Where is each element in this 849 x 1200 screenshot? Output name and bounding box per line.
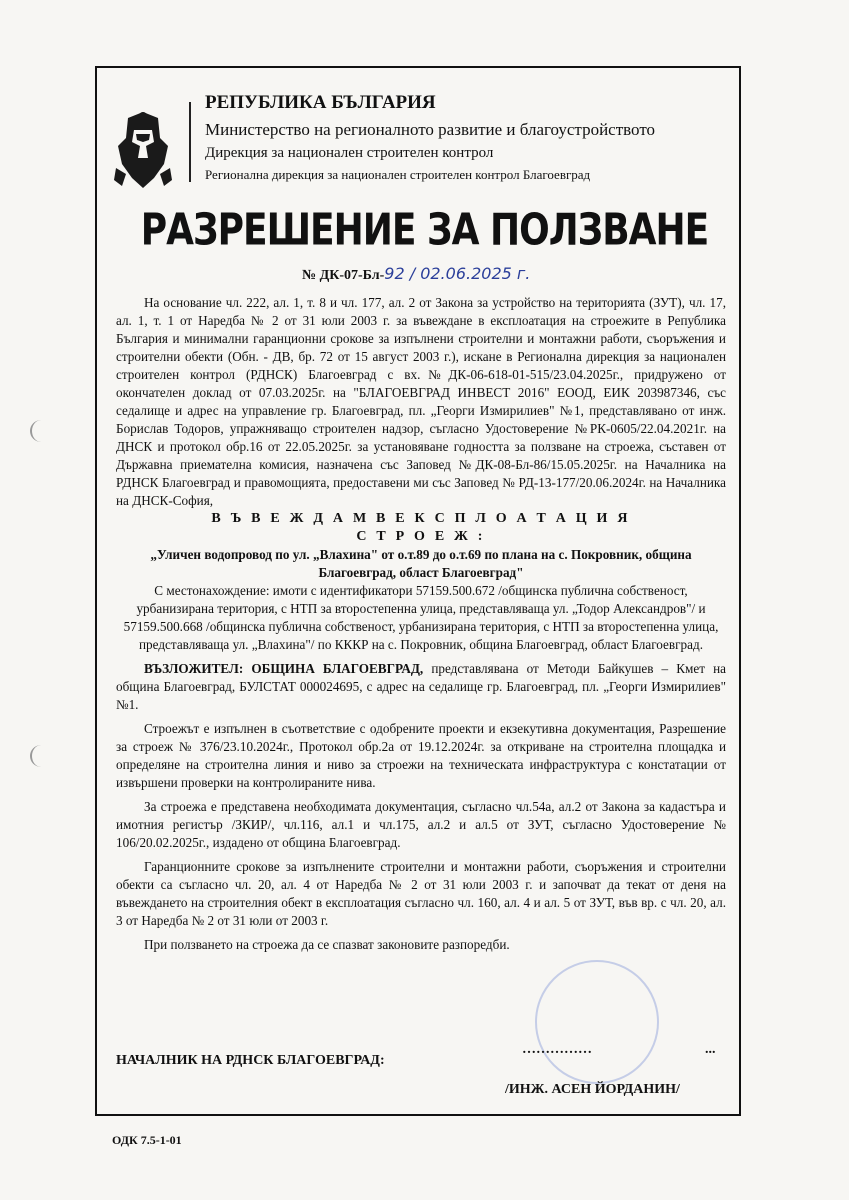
official-stamp <box>535 960 659 1084</box>
signatory-name: /ИНЖ. АСЕН ЙОРДАНИН/ <box>505 1082 680 1097</box>
location-paragraph: С местонахождение: имоти с идентификатори 57159.500.672 /общинска публична собственост, урбанизирана територия, с НТП за второстепенна улица, представляваща ул. „Тодор Александров"/ и 57159.500.668 /общинска публична собственост, урбанизирана територия, с НТП за второстепенна улица, представляваща ул. „Влахина"/ по КККР на с. Покровник, община Благоевград, област Благоевград. <box>123 583 719 652</box>
document-title: РАЗРЕШЕНИЕ ЗА ПОЛЗВАНЕ <box>140 206 709 256</box>
header-directorate: Дирекция за национален строителен контрол <box>205 145 494 161</box>
execution-paragraph: Строежът е изпълнен в съответствие с одобрените проекти и екзекутивна документация, Разрешение за строеж № 376/23.10.2024г., Протокол обр.2а от 19.12.2024г. за откриване на строителна площадка и определяне на строителна линия и ниво за строежи на техническата инфраструктура с констатации от извършени проверки на контролираните нива. <box>116 721 726 790</box>
assignor-text: представлявана от Методи Байкушев – Кмет на община Благоевград, БУЛСТАТ 000024695, с адрес на седалище гр. Благоевград, пл. „Георги Измирилиев" №1. <box>116 661 726 712</box>
form-code: ОДК 7.5-1-01 <box>112 1133 182 1147</box>
header-regional-directorate: Регионална дирекция за национален строителен контрол Благоевград <box>205 167 591 182</box>
coat-of-arms-icon <box>108 108 178 194</box>
signatory-role: НАЧАЛНИК НА РДНСК БЛАГОЕВГРАД: <box>116 1053 385 1068</box>
document-number <box>302 264 530 284</box>
signature-line-end: ... <box>705 1042 716 1057</box>
signature-line: …………… <box>522 1042 592 1057</box>
document-body <box>116 294 726 954</box>
final-paragraph: При ползването на строежа да се спазват законовите разпоредби. <box>144 937 510 952</box>
object-heading: С Т Р О Е Ж : <box>356 529 486 544</box>
document-number-handwritten: 92 / 02.06.2025 г. <box>384 264 531 283</box>
object-name: „Уличен водопровод по ул. „Влахина" от о.т.89 до о.т.69 по плана на с. Покровник, община Благоевград, област Благоевград" <box>150 547 692 580</box>
assignor-label: ВЪЗЛОЖИТЕЛ: ОБЩИНА БЛАГОЕВГРАД, <box>144 661 424 676</box>
document-number-prefix: № ДК-07-Бл- <box>302 268 385 283</box>
documentation-paragraph: За строежа е представена необходимата документация, съгласно чл.54а, ал.2 от Закона за кадастъра и имотния регистър /ЗКИР/, чл.116, ал.1 и чл.175, ал.2 и ал.5 от ЗУТ, съгласно Удостоверение № 106/20.02.2025г., издадено от община Благоевград. <box>116 799 726 850</box>
warranty-paragraph: Гаранционните срокове за изпълнените строителни и монтажни работи, съоръжения и строителни обекти са съгласно чл. 20, ал. 4 от Наредба № 2 от 31 юли 2003 г. и започват да текат от деня на въвеждането на строителния обект в експлоатация съгласно чл. 160, ал. 4 и ал. 5 от ЗУТ, във вр. с чл. 20, ал. 3 от Наредба № 2 от 31 юли от 2003 г. <box>116 859 726 928</box>
header-republic: РЕПУБЛИКА БЪЛГАРИЯ <box>205 92 436 113</box>
enact-heading: В Ъ В Е Ж Д А М В Е К С П Л О А Т А Ц И Я <box>211 511 631 526</box>
header-divider <box>189 102 191 182</box>
assignor-paragraph <box>116 660 726 714</box>
legal-basis-paragraph: На основание чл. 222, ал. 1, т. 8 и чл. 177, ал. 2 от Закона за устройство на територията (ЗУТ), чл. 17, ал. 1, т. 1 от Наредба № 2 от 31 юли 2003 г. за въвеждане в експлоатация на строежите в Република България и минимални гаранционни срокове за изпълнени строителни и монтажни работи, съоръжения и строителни обекти (Обн. - ДВ, бр. 72 от 15 август 2003 г.), искане в Регионална дирекция за национален строителен контрол (РДНСК) Благоевград с вх.№ДК-06-618-01-515/23.04.2025г., придружено от окончателен доклад от 07.03.2025г. на "БЛАГОЕВГРАД ИНВЕСТ 2016" ЕООД, ЕИК 203987346, със седалище и адрес на управление гр. Благоевград, пл. „Георги Измирилиев" №1, представлявано от инж. Борислав Тодоров, упражняващо строителен надзор, съгласно Удостоверение №РК-0605/22.04.2021г. на ДНСК и протокол обр.16 от 22.05.2025г. за установяване годността за ползване на строежа, съставен от Държавна приемателна комисия, назначена със Заповед №ДК-08-Бл-86/15.05.2025г. на Началника на РДНСК Благоевград и правомощията, предоставени ми със Заповед № РД-13-177/20.06.2024г. на Началника на ДНСК-София, <box>116 295 726 508</box>
punch-hole-mark <box>30 420 46 442</box>
header-ministry: Министерство на регионалното развитие и благоустройството <box>205 120 656 139</box>
punch-hole-mark <box>30 745 46 767</box>
